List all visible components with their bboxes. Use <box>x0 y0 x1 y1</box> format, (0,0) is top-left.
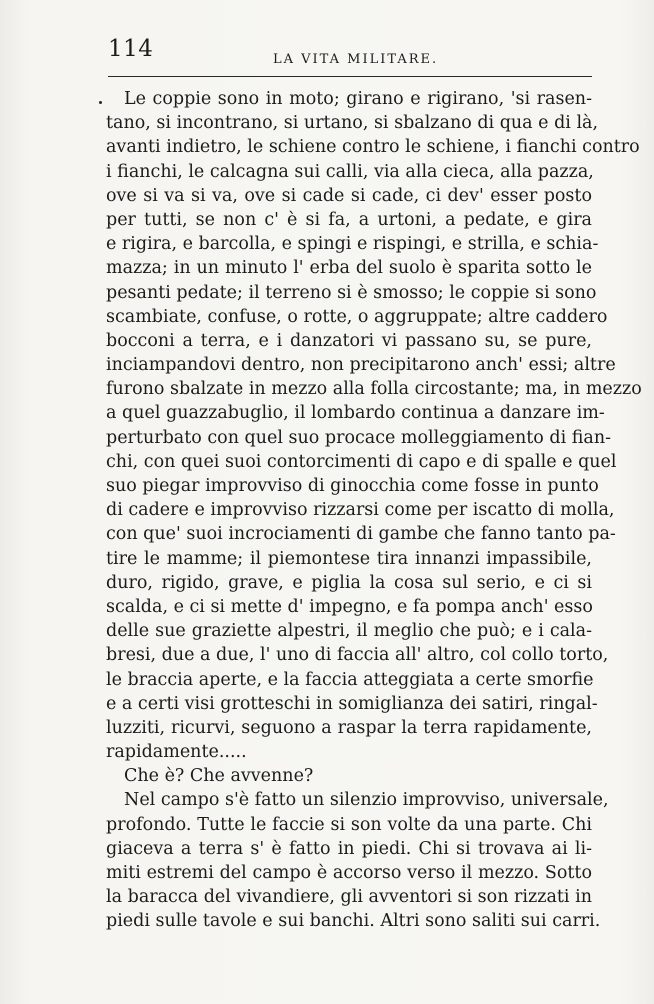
text-line: duro, rigido, grave, e piglia la cosa sul serio, e ci si <box>106 572 592 593</box>
text-line: miti estremi del campo è accorso verso il mezzo. Sotto <box>106 863 592 883</box>
text-line: per tutti, se non c' è si fa, a urtoni, a pedate, e gira <box>106 209 592 230</box>
page-header <box>0 0 654 90</box>
text-line: bresi, due a due, l' uno di faccia all' altro, col collo torto, <box>106 645 609 666</box>
text-line: scalda, e ci si mette d' impegno, e fa pompa anch' esso <box>106 596 593 617</box>
text-line: bocconi a terra, e i danzatori vi passano su, se pure, <box>106 330 592 351</box>
running-title: LA VITA MILITARE. <box>273 52 439 67</box>
text-line: la baracca del vivandiere, gli avventori si son rizzati in <box>106 887 592 908</box>
text-line: Le coppie sono in moto; girano e rigirano, 'si rasen- <box>124 89 592 109</box>
text-line: profondo. Tutte le faccie si son volte da una parte. Chi <box>106 814 592 835</box>
text-line: mazza; in un minuto l' erba del suolo è sparita sotto le <box>106 258 592 279</box>
text-line: a quel guazzabuglio, il lombardo continua a danzare im- <box>106 403 605 424</box>
text-line: e rigira, e barcolla, e spingi e rispingi, e strilla, e schia- <box>106 234 599 255</box>
text-line: Che è? Che avvenne? <box>124 766 314 787</box>
text-line: delle sue graziette alpestri, il meglio che può; e i cala- <box>106 621 592 642</box>
text-line: rapidamente..... <box>106 742 247 763</box>
text-line: luzziti, ricurvi, seguono a raspar la terra rapidamente, <box>106 717 592 738</box>
page-number: 114 <box>108 36 154 62</box>
text-line: e a certi visi grotteschi in somiglianza dei satiri, ringal- <box>106 693 598 714</box>
text-line: piedi sulle tavole e sui banchi. Altri sono saliti sui carri. <box>106 911 601 932</box>
text-line: le braccia aperte, e la faccia atteggiata a certe smorfie <box>106 669 594 690</box>
text-line: Nel campo s'è fatto un silenzio improvviso, universale, <box>124 790 609 811</box>
text-line: tano, si incontrano, si urtano, si sbalzano di qua e di là, <box>106 113 599 134</box>
header-rule <box>108 76 592 77</box>
body-text <box>106 87 642 934</box>
text-line: giaceva a terra s' è fatto in piedi. Chi si trovava ai li- <box>106 838 592 859</box>
text-line: scambiate, confuse, o rotte, o aggruppate; altre caddero <box>106 306 608 327</box>
text-line: ove si va si va, ove si cade si cade, ci dev' esser posto <box>106 185 592 206</box>
text-line: chi, con quei suoi contorcimenti di capo e di spalle e quel <box>106 451 617 472</box>
text-line: suo piegar improvviso di ginocchia come fosse in punto <box>106 476 599 496</box>
text-line: pesanti pedate; il terreno si è smosso; le coppie si sono <box>106 282 597 303</box>
text-line: tire le mamme; il piemontese tira innanzi impassibile, <box>106 548 592 569</box>
text-line: perturbato con quel suo procace molleggiamento di fian- <box>106 427 612 448</box>
text-line: con que' suoi incrociamenti di gambe che fanno tanto pa- <box>106 524 616 545</box>
text-line: i fianchi, le calcagna sui calli, via alla cieca, alla pazza, <box>106 161 594 182</box>
margin-mark <box>99 101 102 104</box>
text-line: inciampandovi dentro, non precipitarono anch' essi; altre <box>106 355 616 376</box>
text-line: avanti indietro, le schiene contro le schiene, i fianchi contro <box>106 137 640 158</box>
text-line: furono sbalzate in mezzo alla folla circostante; ma, in mezzo <box>106 379 642 400</box>
text-line: di cadere e improvviso rizzarsi come per iscatto di molla, <box>106 500 615 521</box>
